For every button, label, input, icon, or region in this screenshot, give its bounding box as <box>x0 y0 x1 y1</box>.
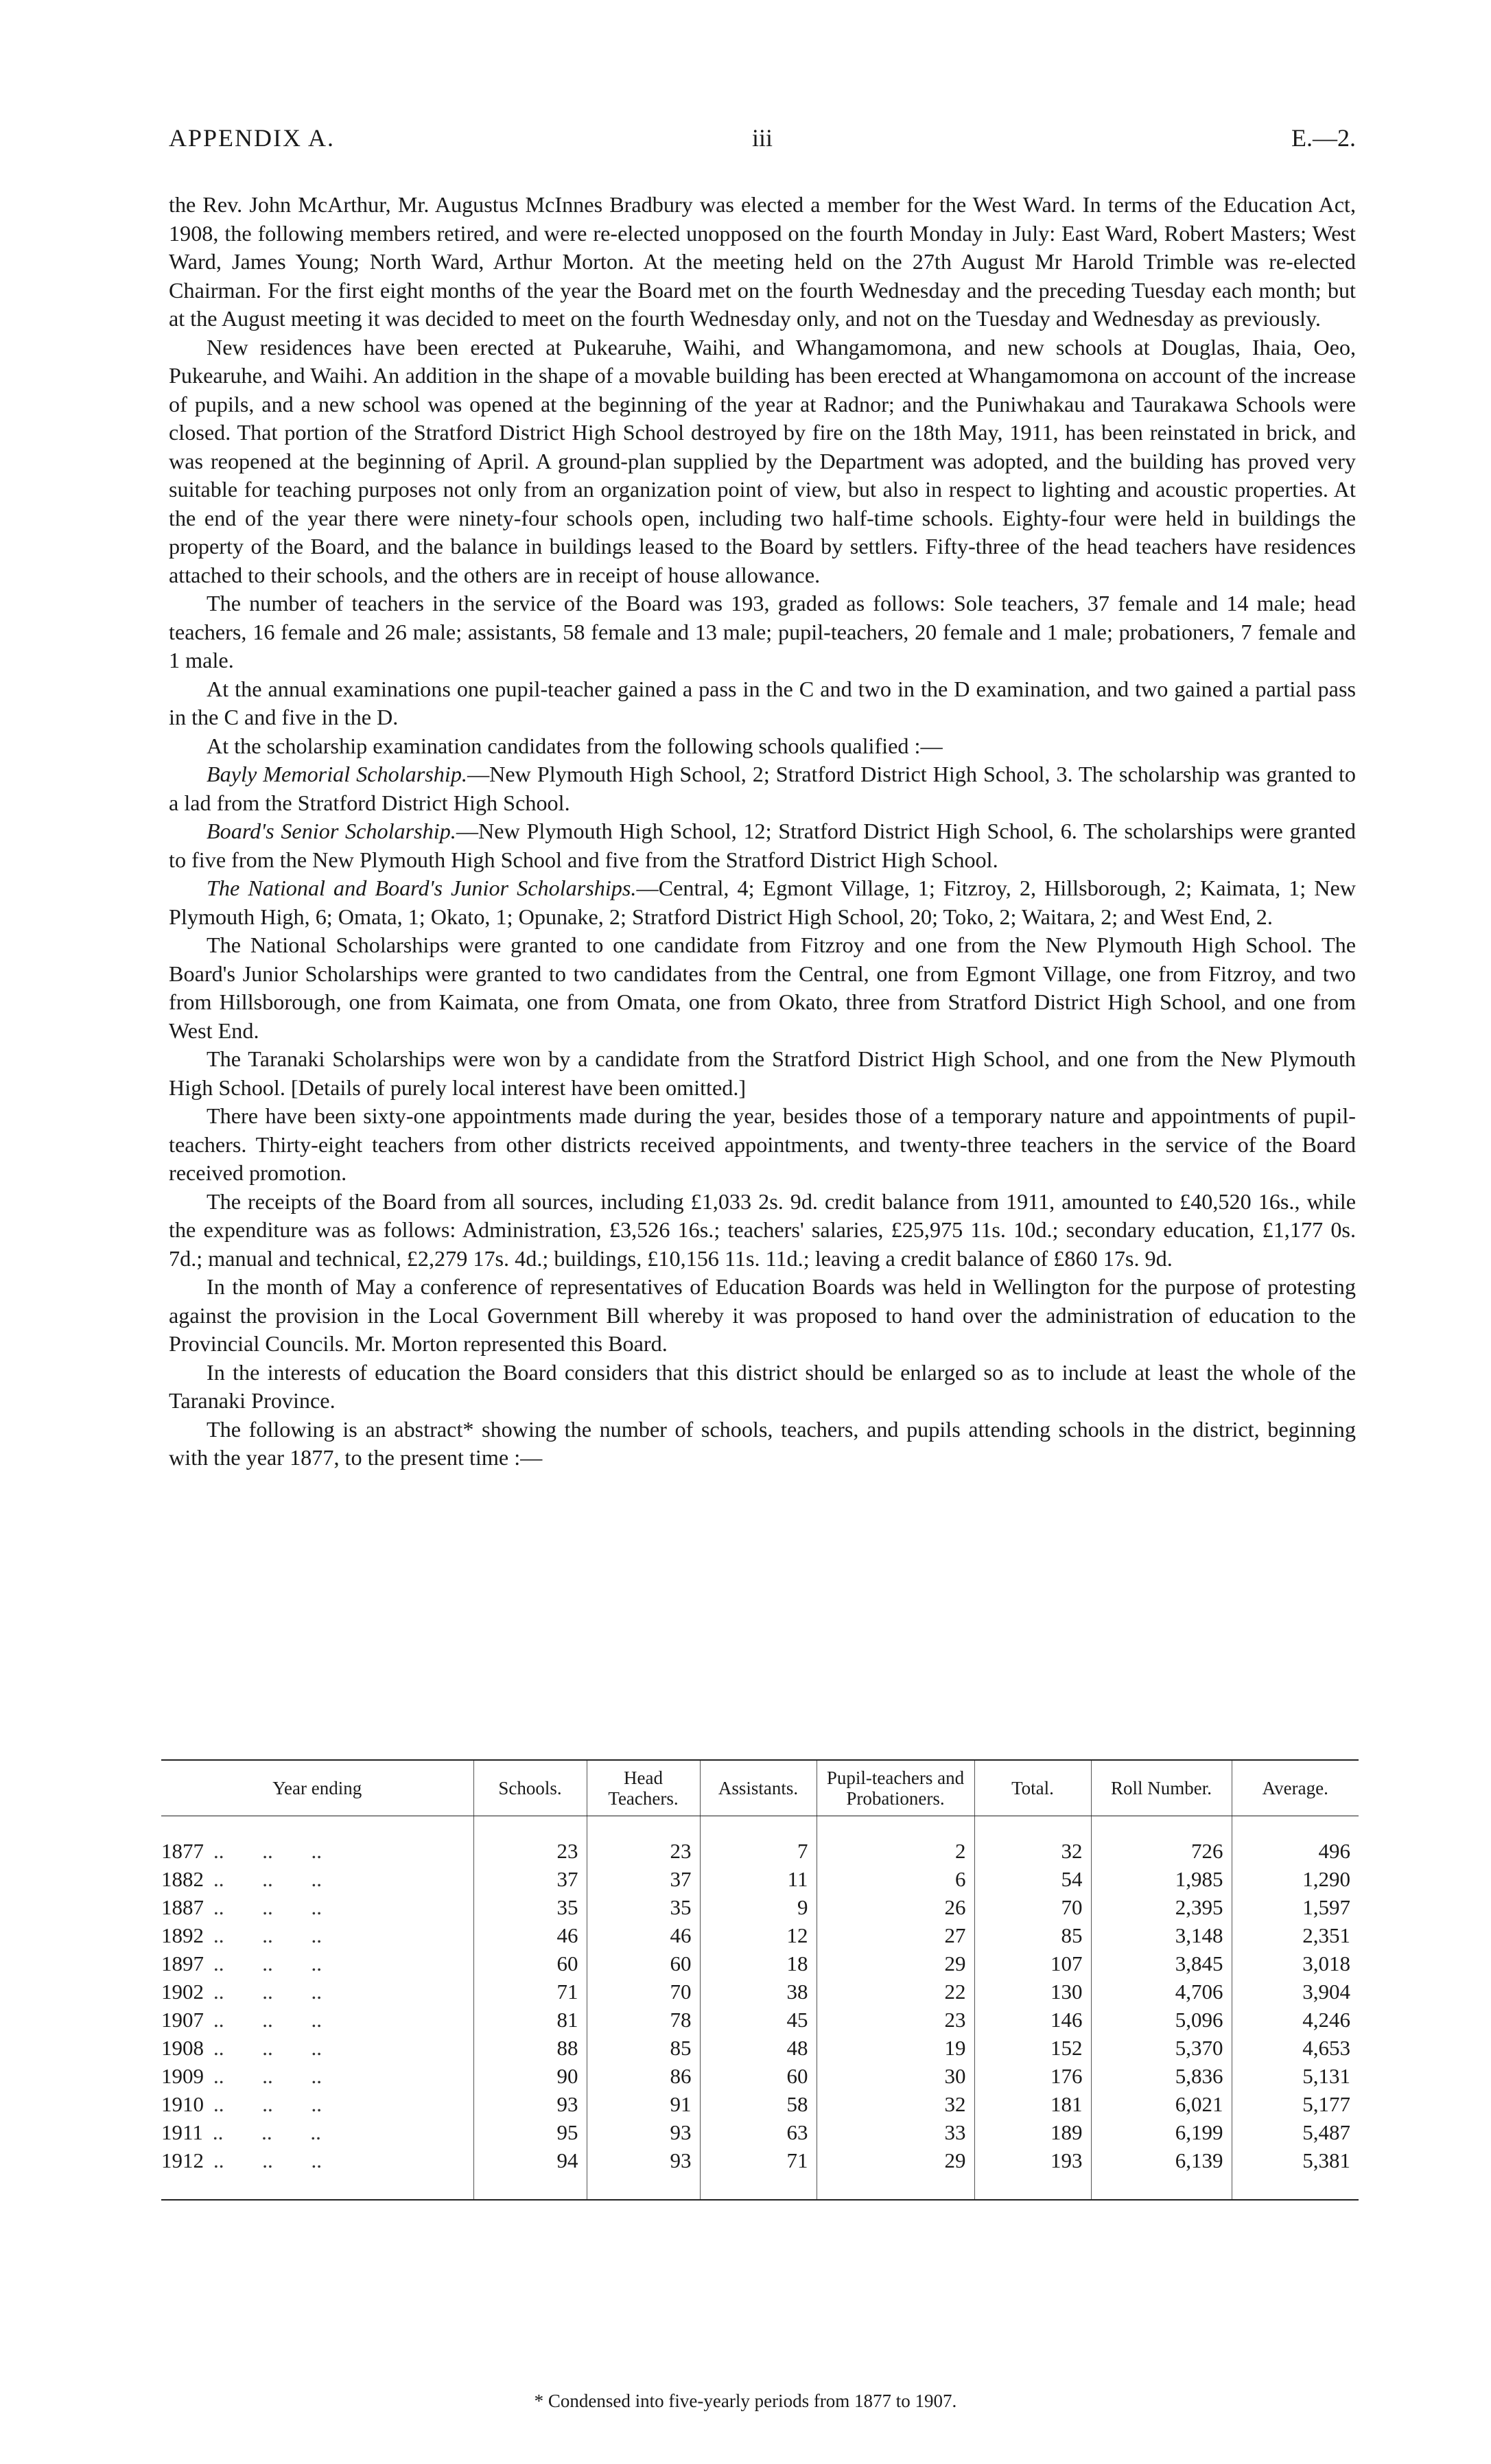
table-cell: 37 <box>473 1865 587 1893</box>
column-header: Schools. <box>473 1760 587 1816</box>
table-cell: 29 <box>817 1949 974 1978</box>
table-cell: 4,653 <box>1232 2034 1359 2062</box>
table-row <box>161 2006 1359 2034</box>
table-cell: 5,836 <box>1091 2062 1232 2090</box>
year-value: 1911 <box>161 2120 203 2144</box>
table-cell: 29 <box>817 2146 974 2174</box>
table-cell: 3,018 <box>1232 1949 1359 1978</box>
table-cell: 81 <box>473 2006 587 2034</box>
table-cell: 22 <box>817 1978 974 2006</box>
table-cell: 48 <box>700 2034 817 2062</box>
table-cell: 85 <box>974 1921 1091 1949</box>
paragraph: the Rev. John McArthur, Mr. Augustus McInnes Bradbury was elected a member for the West Ward. In terms of the Education Act, 1908, the following members retired, and were re-elected unopposed on the fourth Monday in July: East Ward, Robert Masters; West Ward, James Young; North Ward, Arthur Morton. At the meeting held on the 27th August Mr Harold Trimble was re-elected Chairman. For the first eight months of the year the Board met on the fourth Wednesday and the preceding Tuesday each month; but at the August meeting it was decided to meet on the fourth Wednesday only, and not on the Tuesday and Wednesday as previously. <box>169 192 1356 331</box>
table-cell: 35 <box>473 1893 587 1921</box>
year-cell <box>161 1837 473 1865</box>
table-cell: 46 <box>587 1921 700 1949</box>
table-row <box>161 1893 1359 1921</box>
scholarship-paragraph <box>169 874 1356 931</box>
table-end-spacer <box>161 2174 1359 2200</box>
table-cell: 93 <box>473 2090 587 2118</box>
scholarship-text: —Central, 4; Egmont Village, 1; Fitzroy, 2, Hillsborough, 2; Kaimata, 1; New Plymouth High, 6; Omata, 1; Okato, 1; Opunake, 2; Stratford District High School, 20; Toko, 2; Waitara, 2; and West End, 2. <box>169 876 1356 929</box>
scholarship-text: —New Plymouth High School, 2; Stratford District High School, 3. The scholarship was granted to a lad from the Stratford District High School. <box>169 762 1356 815</box>
table-cell: 58 <box>700 2090 817 2118</box>
table-row <box>161 2034 1359 2062</box>
table-cell: 9 <box>700 1893 817 1921</box>
table-cell: 5,381 <box>1232 2146 1359 2174</box>
year-cell <box>161 1865 473 1893</box>
table-cell: 86 <box>587 2062 700 2090</box>
table-cell: 23 <box>473 1837 587 1865</box>
table-cell: 6,021 <box>1091 2090 1232 2118</box>
table-cell: 189 <box>974 2118 1091 2146</box>
table-cell: 5,370 <box>1091 2034 1232 2062</box>
leader-dots: .. .. .. <box>213 2148 322 2172</box>
leader-dots: .. .. .. <box>213 2036 322 2060</box>
table-row <box>161 1978 1359 2006</box>
year-value: 1882 <box>161 1867 204 1891</box>
statistics-table <box>161 1759 1359 2201</box>
table-cell: 23 <box>817 2006 974 2034</box>
leader-dots: .. .. .. <box>213 2064 322 2088</box>
appendix-label: APPENDIX A. <box>169 124 336 152</box>
leader-dots: .. .. .. <box>213 1951 322 1975</box>
table-cell: 60 <box>587 1949 700 1978</box>
table-cell: 6,199 <box>1091 2118 1232 2146</box>
column-header: Assistants. <box>700 1760 817 1816</box>
paragraph: At the scholarship examination candidates from the following schools qualified :— <box>207 733 943 758</box>
table-cell: 70 <box>974 1893 1091 1921</box>
table-cell: 3,845 <box>1091 1949 1232 1978</box>
table-spacer <box>161 1816 1359 1838</box>
table-cell: 32 <box>817 2090 974 2118</box>
table-cell: 5,131 <box>1232 2062 1359 2090</box>
table-cell: 2,395 <box>1091 1893 1232 1921</box>
paragraph: New residences have been erected at Pukearuhe, Waihi, and Whangamomona, and new schools at Douglas, Ihaia, Oeo, Pukearuhe, and Waihi. An addition in the shape of a movable building has been erected at Whangamomona on account of the increase of pupils, and a new school was opened at the beginning of the year at Radnor; and the Puniwhakau and Taurakawa Schools were closed. That portion of the Stratford District High School destroyed by fire on the 18th May, 1911, has been reinstated in brick, and was reopened at the beginning of April. A ground-plan supplied by the Department was adopted, and the building has proved very suitable for teaching purposes not only from an organization point of view, but also in respect to lighting and acoustic properties. At the end of the year there were ninety-four schools open, including two half-time schools. Eighty-four were held in buildings the property of the Board, and the balance in buildings leased to the Board by settlers. Fifty-three of the head teachers have residences attached to their schools, and the others are in receipt of house allowance. <box>169 334 1356 587</box>
paragraph: The National Scholarships were granted to one candidate from Fitzroy and one from the New Plymouth High School. The Board's Junior Scholarships were granted to two candidates from the Central, one from Egmont Village, one from Fitzroy, and two from Hillsborough, one from Kaimata, one from Omata, one from Okato, three from Stratford District High School, and one from West End. <box>169 932 1356 1043</box>
table-cell: 38 <box>700 1978 817 2006</box>
leader-dots: .. .. .. <box>213 2092 322 2116</box>
table-cell: 90 <box>473 2062 587 2090</box>
leader-dots: .. .. .. <box>213 1895 322 1919</box>
scholarship-title: The National and Board's Junior Scholarships. <box>207 876 637 900</box>
year-value: 1902 <box>161 1980 204 2004</box>
paragraph: The following is an abstract* showing the number of schools, teachers, and pupils attending schools in the district, beginning with the year 1877, to the present time :— <box>169 1416 1356 1470</box>
table-cell: 5,177 <box>1232 2090 1359 2118</box>
table-cell: 5,096 <box>1091 2006 1232 2034</box>
table-header-row <box>161 1760 1359 1816</box>
table-cell: 146 <box>974 2006 1091 2034</box>
table-cell: 1,597 <box>1232 1893 1359 1921</box>
scholarship-title: Bayly Memorial Scholarship. <box>207 762 467 786</box>
year-value: 1897 <box>161 1951 204 1975</box>
table-cell: 60 <box>473 1949 587 1978</box>
table-cell: 93 <box>587 2146 700 2174</box>
table-cell: 91 <box>587 2090 700 2118</box>
table-cell: 152 <box>974 2034 1091 2062</box>
table-cell: 4,706 <box>1091 1978 1232 2006</box>
leader-dots: .. .. .. <box>213 1867 322 1891</box>
year-cell <box>161 1978 473 2006</box>
table-cell: 4,246 <box>1232 2006 1359 2034</box>
table-cell: 1,290 <box>1232 1865 1359 1893</box>
table-row <box>161 2090 1359 2118</box>
table-cell: 181 <box>974 2090 1091 2118</box>
year-cell <box>161 1921 473 1949</box>
year-cell <box>161 2034 473 2062</box>
year-cell <box>161 1949 473 1978</box>
leader-dots: .. .. .. <box>213 1923 322 1947</box>
table-cell: 130 <box>974 1978 1091 2006</box>
year-value: 1907 <box>161 2008 204 2032</box>
column-header: Pupil-teachers and Probationers. <box>817 1760 974 1816</box>
table-footnote: * Condensed into five-yearly periods from 1877 to 1907. <box>534 2391 957 2411</box>
leader-dots: .. .. .. <box>213 1839 322 1863</box>
year-value: 1877 <box>161 1839 204 1863</box>
leader-dots: .. .. .. <box>213 1980 322 2004</box>
year-cell <box>161 2090 473 2118</box>
year-value: 1908 <box>161 2036 204 2060</box>
year-value: 1887 <box>161 1895 204 1919</box>
table-cell: 107 <box>974 1949 1091 1978</box>
column-header: Total. <box>974 1760 1091 1816</box>
table-cell: 26 <box>817 1893 974 1921</box>
table-cell: 32 <box>974 1837 1091 1865</box>
table-body <box>161 1816 1359 2201</box>
table-cell: 1,985 <box>1091 1865 1232 1893</box>
year-value: 1910 <box>161 2092 204 2116</box>
table-cell: 54 <box>974 1865 1091 1893</box>
table-row <box>161 2146 1359 2174</box>
table-cell: 726 <box>1091 1837 1232 1865</box>
table-cell: 3,148 <box>1091 1921 1232 1949</box>
table-cell: 60 <box>700 2062 817 2090</box>
table-cell: 11 <box>700 1865 817 1893</box>
paragraph: The receipts of the Board from all sources, including £1,033 2s. 9d. credit balance from 1911, amounted to £40,520 16s., while the expenditure was as follows: Administration, £3,526 16s.; teachers' salaries, £25,975 11s. 10d.; secondary education, £1,177 0s. 7d.; manual and technical, £2,279 17s. 4d.; buildings, £10,156 11s. 11d.; leaving a credit balance of £860 17s. 9d. <box>169 1188 1356 1271</box>
year-cell <box>161 2146 473 2174</box>
year-cell <box>161 2006 473 2034</box>
paragraph: In the interests of education the Board considers that this district should be enlarged so as to include at least the whole of the Taranaki Province. <box>169 1359 1356 1413</box>
table-row <box>161 1865 1359 1893</box>
year-value: 1909 <box>161 2064 204 2088</box>
column-header: Year ending <box>161 1760 473 1816</box>
scholarship-text: —New Plymouth High School, 12; Stratford District High School, 6. The scholarships were granted to five from the New Plymouth High School and five from the Stratford District High School. <box>169 819 1356 872</box>
table-cell: 6 <box>817 1865 974 1893</box>
table-cell: 33 <box>817 2118 974 2146</box>
table-row <box>161 2062 1359 2090</box>
table-cell: 71 <box>700 2146 817 2174</box>
column-header: Average. <box>1232 1760 1359 1816</box>
scholarship-paragraph <box>169 760 1356 817</box>
paragraph: The number of teachers in the service of the Board was 193, graded as follows: Sole teachers, 37 female and 14 male; head teachers, 16 female and 26 male; assistants, 58 female and 13 male; pupil-teachers, 20 female and 1 male; probationers, 7 female and 1 male. <box>169 591 1356 672</box>
table-cell: 30 <box>817 2062 974 2090</box>
table-cell: 88 <box>473 2034 587 2062</box>
table-cell: 496 <box>1232 1837 1359 1865</box>
paragraph: At the annual examinations one pupil-teacher gained a pass in the C and two in the D examination, and two gained a partial pass in the C and five in the D. <box>169 676 1356 729</box>
body-text <box>169 191 1356 1472</box>
table-cell: 95 <box>473 2118 587 2146</box>
year-cell <box>161 1893 473 1921</box>
leader-dots: .. .. .. <box>213 2008 322 2032</box>
table-cell: 7 <box>700 1837 817 1865</box>
document-reference: E.—2. <box>1291 124 1356 152</box>
table-cell: 35 <box>587 1893 700 1921</box>
table-cell: 63 <box>700 2118 817 2146</box>
table-cell: 2 <box>817 1837 974 1865</box>
table-cell: 71 <box>473 1978 587 2006</box>
year-value: 1892 <box>161 1923 204 1947</box>
table-cell: 3,904 <box>1232 1978 1359 2006</box>
table-cell: 45 <box>700 2006 817 2034</box>
year-cell <box>161 2062 473 2090</box>
paragraph: In the month of May a conference of representatives of Education Boards was held in Wellington for the purpose of protesting against the provision in the Local Government Bill whereby it was proposed to hand over the administration of education to the Provincial Councils. Mr. Morton represented this Board. <box>169 1274 1356 1356</box>
table-cell: 18 <box>700 1949 817 1978</box>
table-cell: 12 <box>700 1921 817 1949</box>
page-header <box>169 124 1356 158</box>
table-cell: 37 <box>587 1865 700 1893</box>
paragraph: The Taranaki Scholarships were won by a candidate from the Stratford District High School, and one from the New Plymouth High School. [Details of purely local interest have been omitted.] <box>169 1046 1356 1100</box>
table-cell: 94 <box>473 2146 587 2174</box>
table-cell: 27 <box>817 1921 974 1949</box>
scholarship-title: Board's Senior Scholarship. <box>207 819 456 843</box>
table-cell: 46 <box>473 1921 587 1949</box>
table-cell: 2,351 <box>1232 1921 1359 1949</box>
column-header: Roll Number. <box>1091 1760 1232 1816</box>
table-row <box>161 1921 1359 1949</box>
table-cell: 85 <box>587 2034 700 2062</box>
table-cell: 5,487 <box>1232 2118 1359 2146</box>
year-value: 1912 <box>161 2148 204 2172</box>
leader-dots: .. .. .. <box>212 2120 321 2144</box>
table-cell: 19 <box>817 2034 974 2062</box>
year-cell <box>161 2118 473 2146</box>
table-cell: 70 <box>587 1978 700 2006</box>
table-row <box>161 2118 1359 2146</box>
table-cell: 193 <box>974 2146 1091 2174</box>
table-cell: 176 <box>974 2062 1091 2090</box>
table-cell: 93 <box>587 2118 700 2146</box>
table-cell: 6,139 <box>1091 2146 1232 2174</box>
table-cell: 78 <box>587 2006 700 2034</box>
paragraph: There have been sixty-one appointments made during the year, besides those of a temporary nature and appointments of pupil-teachers. Thirty-eight teachers from other districts received appointments, and twenty-three teachers in the service of the Board received promotion. <box>169 1103 1356 1185</box>
table-row <box>161 1837 1359 1865</box>
scholarship-paragraph <box>169 817 1356 874</box>
column-header: Head Teachers. <box>587 1760 700 1816</box>
table-cell: 23 <box>587 1837 700 1865</box>
table-row <box>161 1949 1359 1978</box>
page-number: iii <box>751 124 773 152</box>
